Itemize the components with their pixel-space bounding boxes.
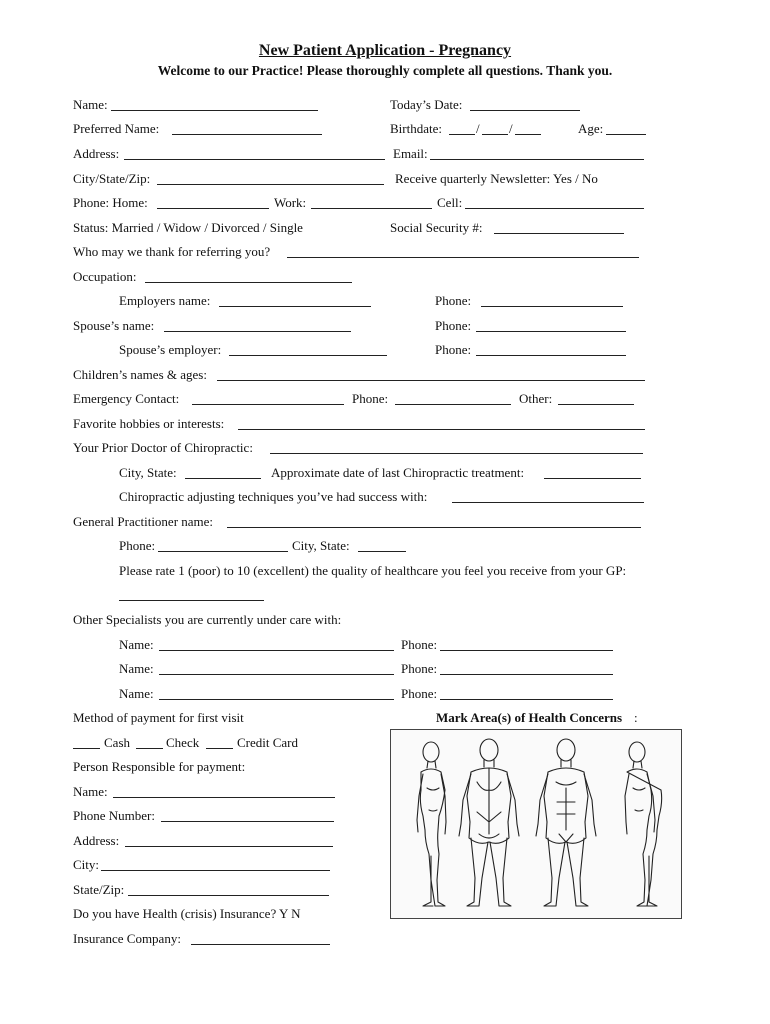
specialist-2-name-label: Name: bbox=[119, 661, 154, 676]
preferred-name-field[interactable] bbox=[172, 134, 322, 135]
form-subtitle: Welcome to our Practice! Please thoroughly complete all questions. Thank you. bbox=[157, 63, 613, 78]
birthdate-year-field[interactable] bbox=[515, 134, 541, 135]
work-phone-field[interactable] bbox=[311, 208, 432, 209]
state-zip-label: State/Zip: bbox=[73, 882, 125, 897]
rate-gp-field[interactable] bbox=[119, 600, 264, 601]
emergency-other-label: Other: bbox=[519, 391, 553, 406]
birthdate-sep-2: / bbox=[509, 121, 513, 136]
prior-doctor-field[interactable] bbox=[270, 453, 643, 454]
figure-side-left bbox=[625, 742, 662, 906]
body-chart[interactable] bbox=[390, 729, 682, 919]
figure-front bbox=[536, 739, 596, 906]
spouse-employer-field[interactable] bbox=[229, 355, 387, 356]
emergency-phone-field[interactable] bbox=[395, 404, 511, 405]
address-field[interactable] bbox=[124, 159, 385, 160]
referral-field[interactable] bbox=[287, 257, 639, 258]
gp-phone-field[interactable] bbox=[158, 551, 288, 552]
body-figures-icon bbox=[391, 730, 681, 918]
last-treatment-field[interactable] bbox=[544, 478, 641, 479]
spouse-employer-phone-field[interactable] bbox=[476, 355, 626, 356]
techniques-label: Chiropractic adjusting techniques you’ve had success with: bbox=[119, 489, 428, 504]
cash-checkbox-line[interactable] bbox=[73, 748, 100, 749]
state-zip-field[interactable] bbox=[128, 895, 329, 896]
body-chart-label: Mark Area(s) of Health Concerns bbox=[436, 710, 623, 725]
responsible-name-label: Name: bbox=[73, 784, 108, 799]
address-label: Address: bbox=[73, 146, 120, 161]
doctor-city-state-label: City, State: bbox=[119, 465, 177, 480]
spouse-phone-field[interactable] bbox=[476, 331, 626, 332]
techniques-field[interactable] bbox=[452, 502, 644, 503]
city-state-zip-field[interactable] bbox=[157, 184, 384, 185]
age-label: Age: bbox=[578, 121, 604, 136]
phone-number-field[interactable] bbox=[161, 821, 334, 822]
work-phone-label: Work: bbox=[274, 195, 307, 210]
spouse-name-label: Spouse’s name: bbox=[73, 318, 155, 333]
specialist-1-phone-field[interactable] bbox=[440, 650, 613, 651]
specialist-3-phone-label: Phone: bbox=[401, 686, 438, 701]
credit-card-checkbox-line[interactable] bbox=[206, 748, 233, 749]
city-state-zip-label: City/State/Zip: bbox=[73, 171, 151, 186]
emergency-contact-field[interactable] bbox=[192, 404, 344, 405]
specialist-1-phone-label: Phone: bbox=[401, 637, 438, 652]
newsletter-question[interactable]: Receive quarterly Newsletter: Yes / No bbox=[395, 171, 598, 186]
city-field[interactable] bbox=[101, 870, 330, 871]
children-label: Children’s names & ages: bbox=[73, 367, 207, 382]
age-field[interactable] bbox=[606, 134, 646, 135]
other-specialists-label: Other Specialists you are currently under care with: bbox=[73, 612, 342, 627]
specialist-2-phone-field[interactable] bbox=[440, 674, 613, 675]
hobbies-field[interactable] bbox=[238, 429, 645, 430]
todays-date-label: Today’s Date: bbox=[390, 97, 463, 112]
gp-name-label: General Practitioner name: bbox=[73, 514, 214, 529]
todays-date-field[interactable] bbox=[470, 110, 580, 111]
insurance-question[interactable]: Do you have Health (crisis) Insurance? Y N bbox=[73, 906, 301, 921]
spouse-name-field[interactable] bbox=[164, 331, 351, 332]
specialist-2-name-field[interactable] bbox=[159, 674, 394, 675]
spouse-phone-label: Phone: bbox=[435, 318, 472, 333]
name-label: Name: bbox=[73, 97, 108, 112]
responsible-name-field[interactable] bbox=[113, 797, 335, 798]
employers-name-field[interactable] bbox=[219, 306, 371, 307]
figure-side-right bbox=[417, 742, 446, 906]
phone-number-label: Phone Number: bbox=[73, 808, 155, 823]
name-field[interactable] bbox=[111, 110, 318, 111]
birthdate-month-field[interactable] bbox=[449, 134, 475, 135]
ssn-label: Social Security #: bbox=[390, 220, 483, 235]
gp-city-state-field[interactable] bbox=[358, 551, 406, 552]
specialist-1-name-label: Name: bbox=[119, 637, 154, 652]
person-responsible-label: Person Responsible for payment: bbox=[73, 759, 246, 774]
cell-phone-field[interactable] bbox=[465, 208, 644, 209]
cash-label: Cash bbox=[104, 735, 130, 750]
form-title: New Patient Application - Pregnancy bbox=[258, 42, 512, 59]
insurance-company-label: Insurance Company: bbox=[73, 931, 181, 946]
phone-home-field[interactable] bbox=[157, 208, 269, 209]
email-field[interactable] bbox=[430, 159, 644, 160]
city-label: City: bbox=[73, 857, 100, 872]
gp-phone-label: Phone: bbox=[119, 538, 156, 553]
emergency-phone-label: Phone: bbox=[352, 391, 389, 406]
specialist-2-phone-label: Phone: bbox=[401, 661, 438, 676]
children-field[interactable] bbox=[217, 380, 645, 381]
spouse-employer-label: Spouse’s employer: bbox=[119, 342, 222, 357]
occupation-field[interactable] bbox=[145, 282, 352, 283]
marital-status-question[interactable]: Status: Married / Widow / Divorced / Single bbox=[73, 220, 303, 235]
check-label: Check bbox=[166, 735, 200, 750]
phone-home-label: Phone: Home: bbox=[73, 195, 148, 210]
hobbies-label: Favorite hobbies or interests: bbox=[73, 416, 225, 431]
specialist-3-name-label: Name: bbox=[119, 686, 154, 701]
specialist-3-name-field[interactable] bbox=[159, 699, 394, 700]
spouse-employer-phone-label: Phone: bbox=[435, 342, 472, 357]
rate-gp-label: Please rate 1 (poor) to 10 (excellent) the quality of healthcare you feel you receive from your GP: bbox=[119, 563, 627, 578]
email-label: Email: bbox=[393, 146, 428, 161]
birthdate-day-field[interactable] bbox=[482, 134, 508, 135]
birthdate-sep-1: / bbox=[476, 121, 480, 136]
responsible-address-field[interactable] bbox=[125, 846, 333, 847]
employers-name-label: Employers name: bbox=[119, 293, 211, 308]
payment-method-label: Method of payment for first visit bbox=[73, 710, 244, 725]
responsible-address-label: Address: bbox=[73, 833, 120, 848]
occupation-label: Occupation: bbox=[73, 269, 137, 284]
body-chart-label-colon: : bbox=[634, 710, 638, 725]
cell-phone-label: Cell: bbox=[437, 195, 463, 210]
last-treatment-label: Approximate date of last Chiropractic treatment: bbox=[271, 465, 525, 480]
emergency-other-field[interactable] bbox=[558, 404, 634, 405]
check-checkbox-line[interactable] bbox=[136, 748, 163, 749]
prior-doctor-label: Your Prior Doctor of Chiropractic: bbox=[73, 440, 253, 455]
employer-phone-field[interactable] bbox=[481, 306, 623, 307]
credit-card-label: Credit Card bbox=[237, 735, 299, 750]
specialist-3-phone-field[interactable] bbox=[440, 699, 613, 700]
gp-name-field[interactable] bbox=[227, 527, 641, 528]
employer-phone-label: Phone: bbox=[435, 293, 472, 308]
doctor-city-state-field[interactable] bbox=[185, 478, 261, 479]
emergency-contact-label: Emergency Contact: bbox=[73, 391, 180, 406]
preferred-name-label: Preferred Name: bbox=[73, 121, 160, 136]
gp-city-state-label: City, State: bbox=[292, 538, 350, 553]
birthdate-label: Birthdate: bbox=[390, 121, 442, 136]
figure-back bbox=[459, 739, 519, 906]
referral-label: Who may we thank for referring you? bbox=[73, 244, 271, 259]
insurance-company-field[interactable] bbox=[191, 944, 330, 945]
ssn-field[interactable] bbox=[494, 233, 624, 234]
specialist-1-name-field[interactable] bbox=[159, 650, 394, 651]
